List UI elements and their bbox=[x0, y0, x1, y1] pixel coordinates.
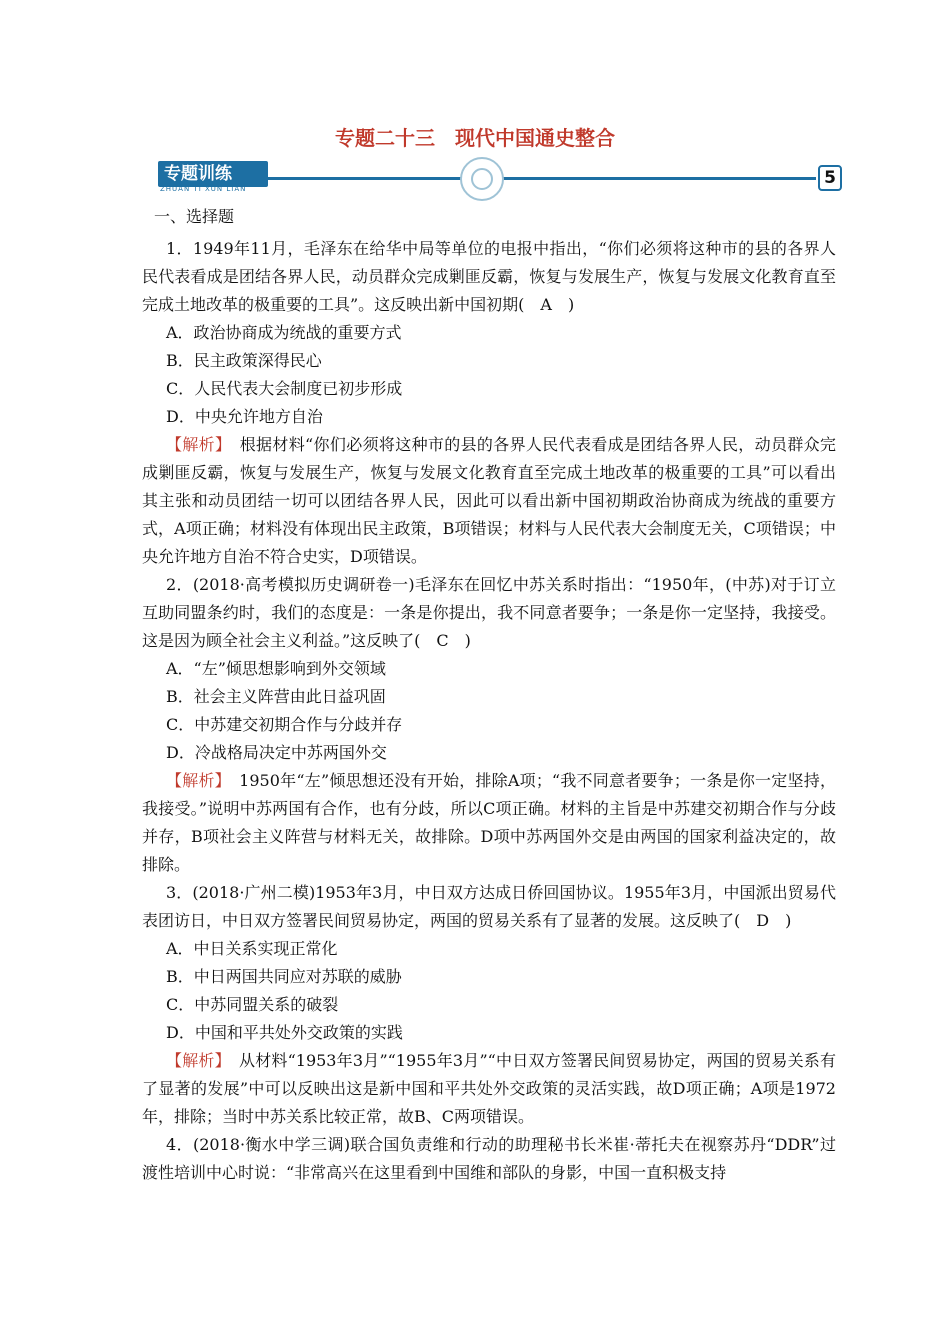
banner-pinyin: ZHUAN TI XUN LIAN bbox=[160, 185, 247, 193]
question-3 bbox=[142, 879, 836, 1131]
analysis-text: 根据材料“你们必须将这种市的县的各界人民代表看成是团结各界人民，动员群众完成剿匪反霸，恢复与发展生产，恢复与发展文化教育直至完成土地改革的极重要的工具”可以看出其主张和动员团结一切可以团结各界人民，因此可以看出新中国初期政治协商成为统战的重要方式，A项正确；材料没有体现出民主政策，B项错误；材料与人民代表大会制度无关，C项错误；中央允许地方自治不符合史实，D项错误。 bbox=[142, 435, 836, 566]
option: A．中日关系实现正常化 bbox=[166, 939, 338, 958]
page-title: 专题二十三 现代中国通史整合 bbox=[335, 126, 615, 150]
option: A．政治协商成为统战的重要方式 bbox=[166, 323, 402, 342]
option: B．社会主义阵营由此日益巩固 bbox=[166, 687, 386, 706]
document-body bbox=[142, 204, 836, 1187]
question-4 bbox=[142, 1131, 836, 1187]
question-2 bbox=[142, 571, 836, 879]
question-stem: 1．1949年11月，毛泽东在给华中局等单位的电报中指出，“你们必须将这种市的县的各界人民代表看成是团结各界人民，动员群众完成剿匪反霸，恢复与发展生产，恢复与发展文化教育直至完成土地改革的极重要的工具”。这反映出新中国初期( A ) bbox=[142, 239, 836, 314]
option: C．人民代表大会制度已初步形成 bbox=[166, 379, 403, 398]
analysis-tag: 【解析】 bbox=[166, 771, 223, 790]
option: B．民主政策深得民心 bbox=[166, 351, 322, 370]
banner-number: 5 bbox=[818, 165, 842, 191]
question-1 bbox=[142, 235, 836, 571]
analysis-tag: 【解析】 bbox=[166, 435, 224, 454]
option: A．“左”倾思想影响到外交领域 bbox=[166, 659, 386, 678]
analysis bbox=[142, 767, 836, 879]
option: D．中央允许地方自治 bbox=[166, 407, 323, 426]
section-banner bbox=[150, 155, 850, 201]
analysis-tag: 【解析】 bbox=[166, 1051, 223, 1070]
option: D．冷战格局决定中苏两国外交 bbox=[166, 743, 387, 762]
analysis bbox=[142, 431, 836, 571]
question-stem: 4．(2018·衡水中学三调)联合国负责维和行动的助理秘书长米崔·蒂托夫在视察苏丹“DDR”过渡性培训中心时说：“非常高兴在这里看到中国维和部队的身影，中国一直积极支持 bbox=[142, 1135, 836, 1182]
section-title: 一、选择题 bbox=[154, 207, 235, 226]
option: C．中苏同盟关系的破裂 bbox=[166, 995, 339, 1014]
option: B．中日两国共同应对苏联的威胁 bbox=[166, 967, 402, 986]
banner-rule bbox=[268, 177, 816, 180]
option: D．中国和平共处外交政策的实践 bbox=[166, 1023, 403, 1042]
banner-label: 专题训练 bbox=[158, 161, 268, 187]
target-icon bbox=[460, 157, 504, 201]
option: C．中苏建交初期合作与分歧并存 bbox=[166, 715, 403, 734]
analysis-text: 1950年“左”倾思想还没有开始，排除A项；“我不同意者要争；一条是你一定坚持，我接受。”说明中苏两国有合作，也有分歧，所以C项正确。材料的主旨是中苏建交初期合作与分歧并存，B项社会主义阵营与材料无关，故排除。D项中苏两国外交是由两国的国家利益决定的，故排除。 bbox=[142, 771, 836, 874]
question-stem: 2．(2018·高考模拟历史调研卷一)毛泽东在回忆中苏关系时指出：“1950年，(中苏)对于订立互助同盟条约时，我们的态度是：一条是你提出，我不同意者要争；一条是你一定坚持，我接受。这是因为顾全社会主义利益。”这反映了( C ) bbox=[142, 575, 836, 650]
question-stem: 3．(2018·广州二模)1953年3月，中日双方达成日侨回国协议。1955年3月，中国派出贸易代表团访日，中日双方签署民间贸易协定，两国的贸易关系有了显著的发展。这反映了( D ) bbox=[142, 883, 836, 930]
analysis bbox=[142, 1047, 836, 1131]
analysis-text: 从材料“1953年3月”“1955年3月”“中日双方签署民间贸易协定，两国的贸易关系有了显著的发展”中可以反映出这是新中国和平共处外交政策的灵活实践，故D项正确；A项是1972年，排除；当时中苏关系比较正常，故B、C两项错误。 bbox=[142, 1051, 836, 1126]
